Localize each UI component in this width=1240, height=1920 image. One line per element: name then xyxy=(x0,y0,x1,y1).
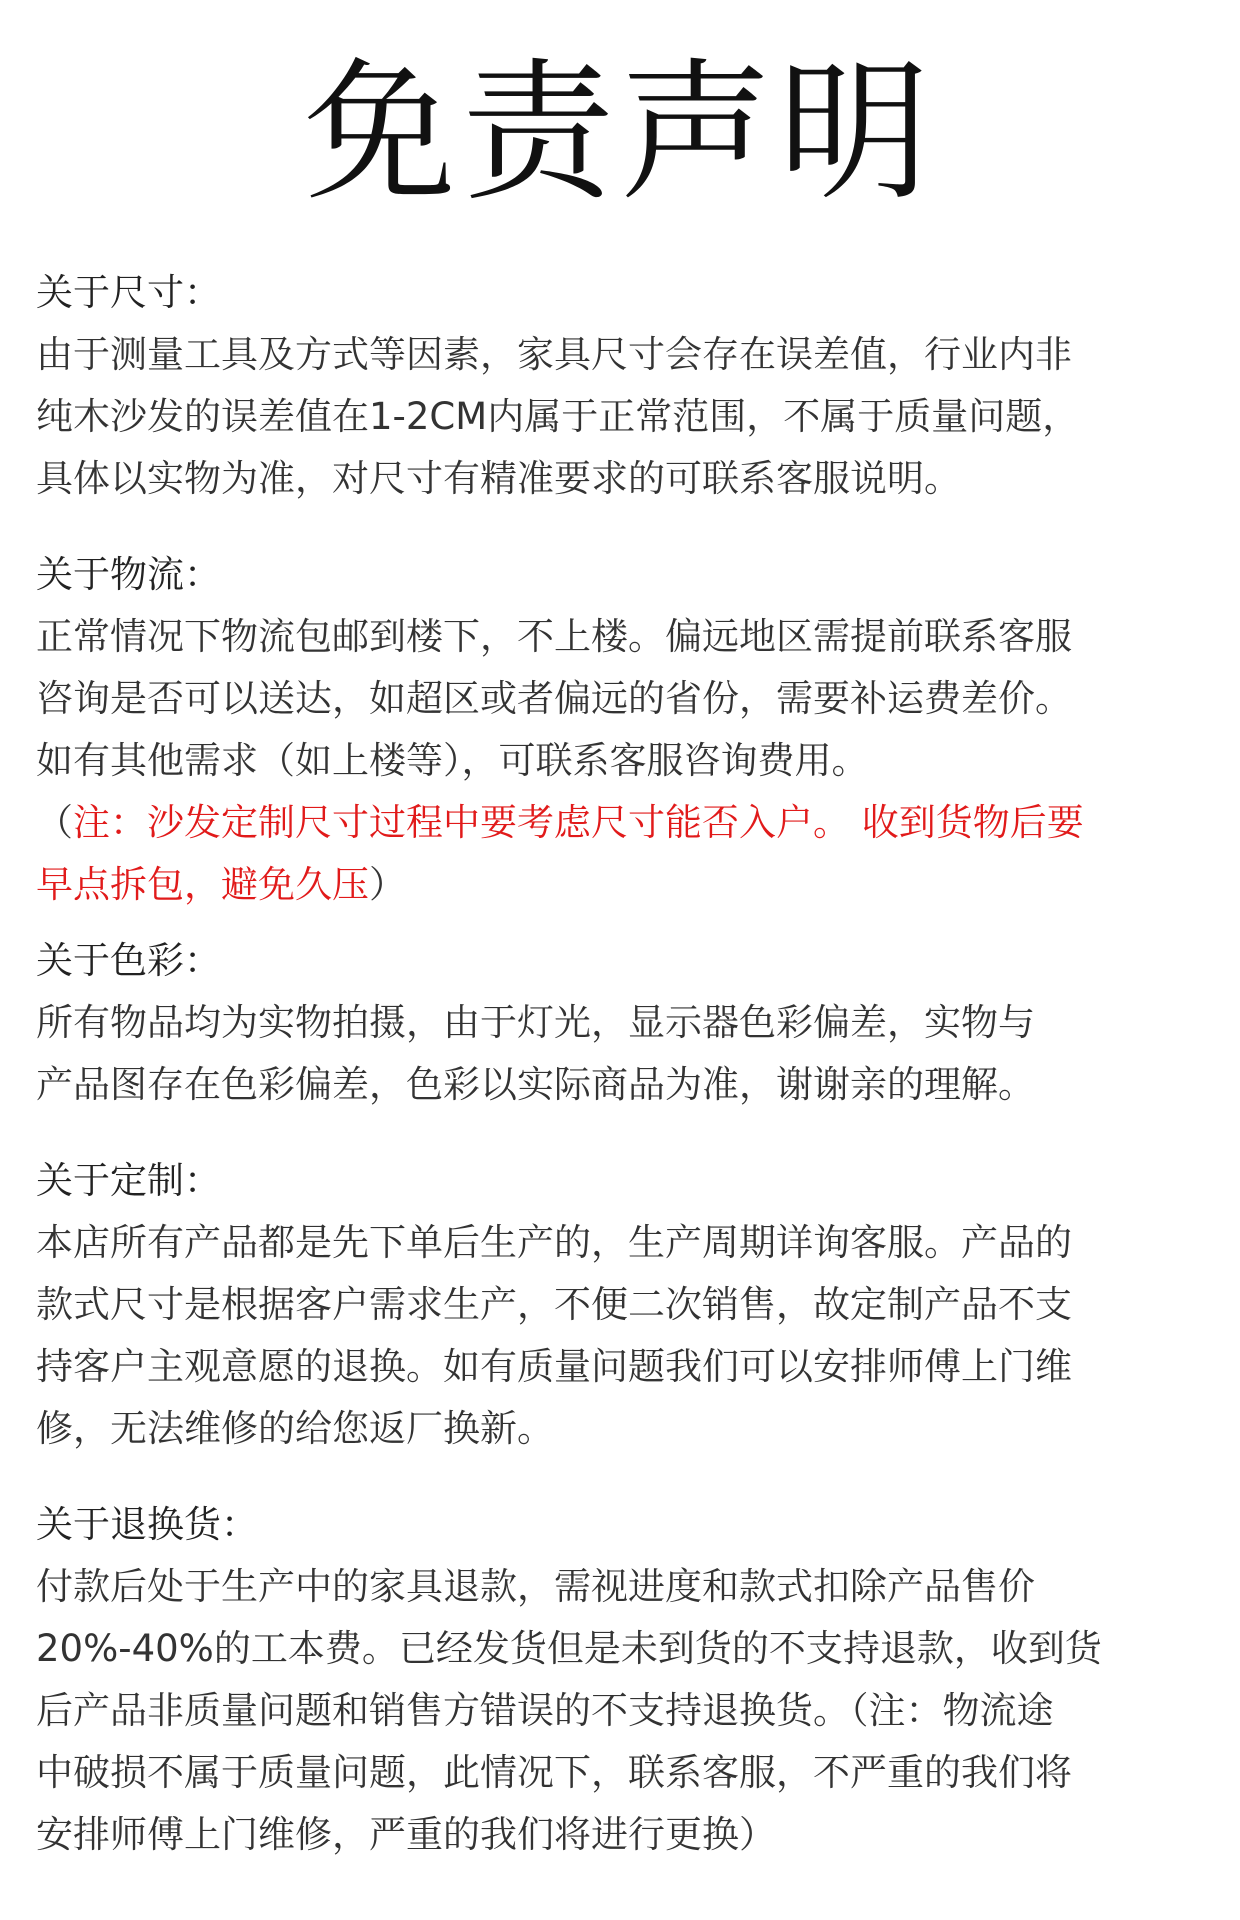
section-color xyxy=(36,930,1206,1116)
section-logistics xyxy=(36,544,1206,916)
section-heading: 关于尺寸： xyxy=(36,271,221,314)
section-body: 正常情况下物流包邮到楼下，不上楼。偏远地区需提前联系客服 咨询是否可以送达，如超区或者偏远的省份，需要补运费差价。 如有其他需求（如上楼等），可联系客服咨询费用。 xyxy=(36,615,1072,782)
section-body: 付款后处于生产中的家具退款，需视进度和款式扣除产品售价 20%-40%的工本费。已经发货但是未到货的不支持退款，收到货 后产品非质量问题和销售方错误的不支持退换货。（注：物流途 中破损不属于质量问题，此情况下，联系客服，不严重的我们将 安排师傅上门维修，严重的我们将进行更换） xyxy=(36,1565,1102,1856)
section-body: 所有物品均为实物拍摄，由于灯光，显示器色彩偏差，实物与 产品图存在色彩偏差，色彩以实际商品为准，谢谢亲的理解。 xyxy=(36,1001,1035,1106)
section-heading: 关于定制： xyxy=(36,1159,221,1202)
section-body: 本店所有产品都是先下单后生产的，生产周期详询客服。产品的 款式尺寸是根据客户需求生产，不便二次销售，故定制产品不支 持客户主观意愿的退换。如有质量问题我们可以安排师傅上门维 修，无法维修的给您返厂换新。 xyxy=(36,1221,1072,1450)
note-open-paren: （ xyxy=(36,801,73,844)
section-heading: 关于物流： xyxy=(36,553,221,596)
logistics-note xyxy=(36,792,1206,916)
section-heading: 关于色彩： xyxy=(36,939,221,982)
section-heading: 关于退换货： xyxy=(36,1503,258,1546)
section-customization xyxy=(36,1150,1206,1460)
section-size xyxy=(36,262,1206,510)
disclaimer-content xyxy=(36,262,1206,1900)
note-close-paren: ） xyxy=(369,863,406,906)
section-body: 由于测量工具及方式等因素，家具尺寸会存在误差值，行业内非 纯木沙发的误差值在1-2CM内属于正常范围，不属于质量问题， 具体以实物为准，对尺寸有精准要求的可联系客服说明。 xyxy=(36,333,1080,500)
page-title: 免责声明 xyxy=(304,44,936,221)
section-returns xyxy=(36,1494,1206,1866)
note-text: 注：沙发定制尺寸过程中要考虑尺寸能否入户。 收到货物后要 早点拆包，避免久压 xyxy=(36,801,1084,906)
